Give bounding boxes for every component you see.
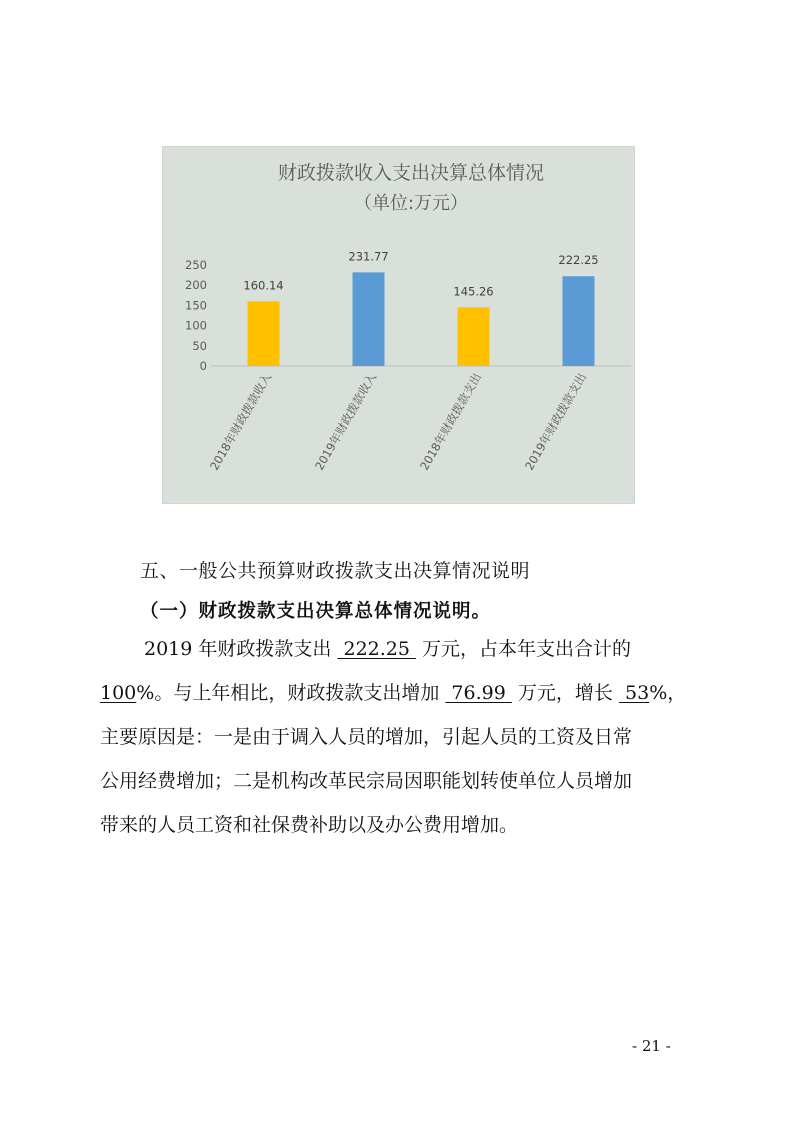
- chart-subtitle: （单位:万元）: [353, 193, 469, 214]
- y-tick-label: 100: [185, 318, 207, 333]
- y-tick-label: 0: [199, 359, 207, 373]
- bar-data-label: 145.26: [453, 284, 494, 299]
- bar: [353, 272, 385, 366]
- growth-percent-value: 53: [625, 682, 650, 704]
- paragraph-line-2: [100, 671, 700, 715]
- expenditure-chart: [162, 146, 635, 504]
- y-tick-label: 50: [192, 338, 207, 353]
- expenditure-amount: [337, 638, 416, 660]
- x-category-label: 2019年财政拨款支出: [522, 370, 590, 473]
- line2-text-a: %。与上年相比，财政拨款支出增加: [136, 682, 446, 704]
- bar-data-label: 231.77: [348, 249, 389, 264]
- y-tick-label: 250: [185, 258, 207, 272]
- chart-title: 财政拨款收入支出决算总体情况: [277, 162, 545, 184]
- share-percent: 100: [100, 682, 137, 704]
- x-category-label: 2019年财政拨款收入: [312, 370, 380, 473]
- section-subheading: （一）财政拨款支出决算总体情况说明。: [140, 601, 492, 622]
- line1-text-b: 万元，占本年支出合计的: [416, 638, 632, 660]
- y-tick-label: 150: [185, 298, 207, 313]
- line1-text-a: 2019 年财政拨款支出: [144, 638, 338, 660]
- growth-percent: [619, 682, 649, 704]
- bar-data-label: 160.14: [243, 278, 284, 293]
- explanation-paragraph: [100, 627, 700, 847]
- paragraph-line-1: [100, 627, 700, 671]
- page-number: - 21 -: [632, 1037, 671, 1055]
- paragraph-line-3: 主要原因是：一是由于调入人员的增加，引起人员的工资及日常: [100, 726, 633, 748]
- line2-text-b: 万元，增长: [511, 682, 619, 704]
- chart-svg: [163, 147, 636, 505]
- section-heading: 五、一般公共预算财政拨款支出决算情况说明: [140, 560, 531, 582]
- increase-amount-value: 76.99: [451, 682, 506, 704]
- bar: [563, 276, 595, 366]
- bar: [248, 301, 280, 366]
- increase-amount: [445, 682, 512, 704]
- paragraph-line-4: 公用经费增加；二是机构改革民宗局因职能划转使单位人员增加: [100, 770, 633, 792]
- x-category-label: 2018年财政拨款支出: [417, 370, 485, 473]
- line2-text-c: %，: [649, 682, 687, 704]
- y-tick-label: 200: [185, 278, 207, 293]
- expenditure-amount-value: 222.25: [343, 638, 410, 660]
- bar: [458, 307, 490, 366]
- x-category-label: 2018年财政拨款收入: [207, 370, 275, 473]
- paragraph-line-5: 带来的人员工资和社保费补助以及办公费用增加。: [100, 814, 519, 836]
- bar-data-label: 222.25: [558, 253, 599, 268]
